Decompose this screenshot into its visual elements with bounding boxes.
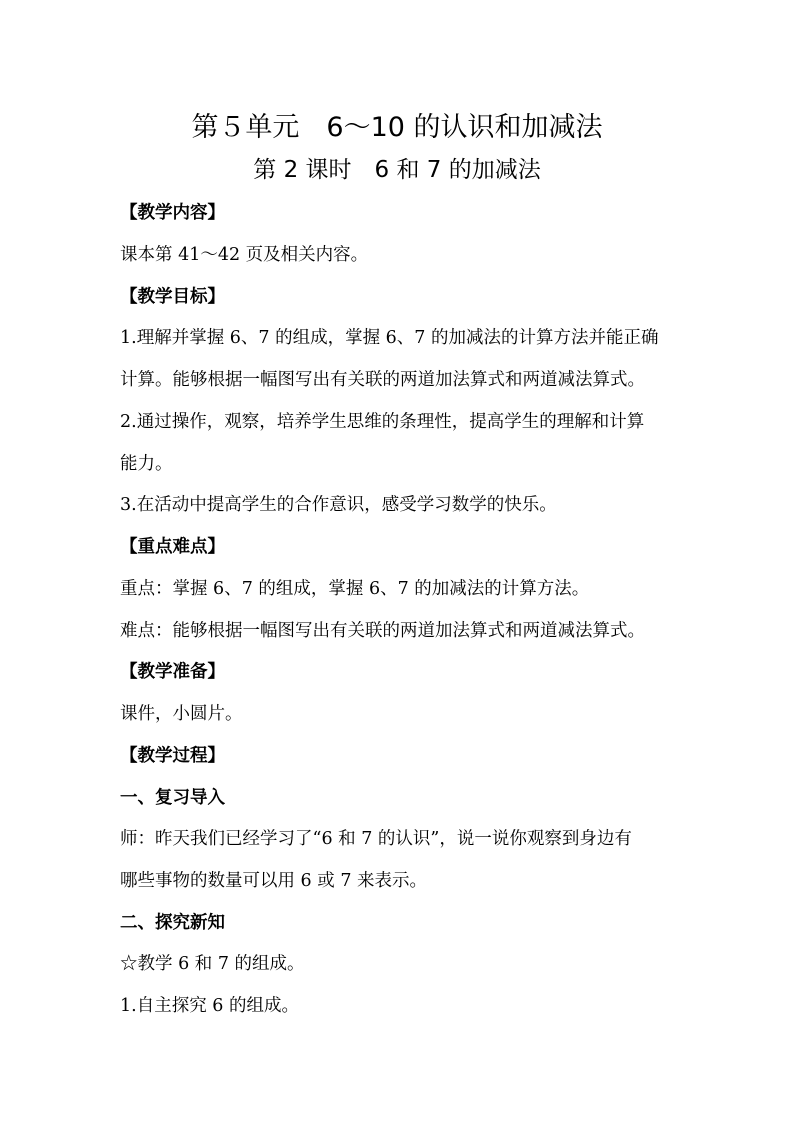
goal-1-line-1: 1.理解并掌握 6、7 的组成，掌握 6、7 的加减法的计算方法并能正确 [120,328,659,348]
key-point-text: 重点：掌握 6、7 的组成，掌握 6、7 的加减法的计算方法。 [120,579,590,599]
goal-2-line-2: 能力。 [120,454,173,474]
part-1-text-line-2: 哪些事物的数量可以用 6 或 7 来表示。 [120,871,428,891]
goal-1-line-2: 计算。能够根据一幅图写出有关联的两道加法算式和两道减法算式。 [120,370,645,390]
goal-3: 3.在活动中提高学生的合作意识，感受学习数学的快乐。 [120,495,557,515]
preparation-text: 课件，小圆片。 [120,704,243,724]
page-subtitle: 第 2 课时 6 和 7 的加减法 [253,157,541,183]
difficult-point-text: 难点：能够根据一幅图写出有关联的两道加法算式和两道减法算式。 [120,621,645,641]
part-2-heading: 二、探究新知 [120,913,225,933]
section-heading-goals: 【教学目标】 [120,287,225,307]
section-heading-preparation: 【教学准备】 [120,662,225,682]
part-2-star-item: ☆教学 6 和 7 的组成。 [120,954,305,974]
section-heading-process: 【教学过程】 [120,746,225,766]
goal-2-line-1: 2.通过操作，观察，培养学生思维的条理性，提高学生的理解和计算 [120,412,645,432]
part-1-heading: 一、复习导入 [120,788,225,808]
section-heading-content: 【教学内容】 [120,203,225,223]
page-title: 第５单元 6～10 的认识和加减法 [191,112,603,143]
part-2-item-1: 1.自主探究 6 的组成。 [120,996,299,1016]
part-1-text-line-1: 师：昨天我们已经学习了“6 和 7 的认识”，说一说你观察到身边有 [120,829,632,849]
section-heading-key-points: 【重点难点】 [120,537,225,557]
content-text: 课本第 41～42 页及相关内容。 [120,245,369,265]
